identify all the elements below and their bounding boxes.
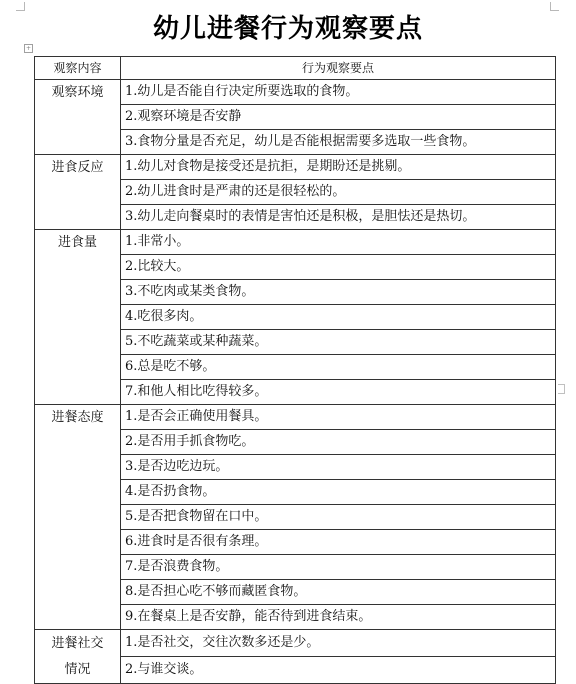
item-cell: 4.吃很多肉。 — [121, 305, 556, 330]
table-move-handle-icon[interactable]: + — [25, 45, 32, 52]
header-cell-content: 观察内容 — [35, 57, 121, 80]
item-cell: 9.在餐桌上是否安静，能否待到进食结束。 — [121, 605, 556, 630]
header-cell-points: 行为观察要点 — [121, 57, 556, 80]
category-cell: 进食反应 — [35, 155, 121, 230]
item-cell: 2.幼儿进食时是严肃的还是很轻松的。 — [121, 180, 556, 205]
item-cell: 1.幼儿是否能自行决定所要选取的食物。 — [121, 80, 556, 105]
item-cell: 8.是否担心吃不够而藏匿食物。 — [121, 580, 556, 605]
item-cell: 1.非常小。 — [121, 230, 556, 255]
item-cell: 3.是否边吃边玩。 — [121, 455, 556, 480]
table-header-row — [35, 57, 556, 80]
item-cell: 7.和他人相比吃得较多。 — [121, 380, 556, 405]
item-cell: 3.食物分量是否充足，幼儿是否能根据需要多选取一些食物。 — [121, 130, 556, 155]
item-cell: 1.是否社交，交往次数多还是少。 — [121, 630, 556, 657]
item-cell: 1.幼儿对食物是接受还是抗拒，是期盼还是挑剔。 — [121, 155, 556, 180]
table-resize-handle-icon[interactable] — [558, 384, 565, 394]
category-label-line1: 进餐社交 — [51, 636, 104, 651]
item-cell: 6.总是吃不够。 — [121, 355, 556, 380]
category-cell — [35, 630, 121, 684]
page-title: 幼儿进餐行为观察要点 — [152, 14, 423, 44]
item-cell: 6.进食时是否很有条理。 — [121, 530, 556, 555]
table-row — [35, 80, 556, 105]
category-label-line2: 情况 — [64, 662, 91, 677]
table-row — [35, 405, 556, 430]
item-cell: 5.不吃蔬菜或某种蔬菜。 — [121, 330, 556, 355]
item-cell: 2.与谁交谈。 — [121, 657, 556, 684]
item-cell: 7.是否浪费食物。 — [121, 555, 556, 580]
item-cell: 2.比较大。 — [121, 255, 556, 280]
table-row — [35, 155, 556, 180]
category-cell: 进餐态度 — [35, 405, 121, 630]
observation-table — [34, 56, 556, 684]
item-cell: 3.幼儿走向餐桌时的表情是害怕还是积极，是胆怯还是热切。 — [121, 205, 556, 230]
item-cell: 5.是否把食物留在口中。 — [121, 505, 556, 530]
category-cell: 进食量 — [35, 230, 121, 405]
table-row — [35, 630, 556, 657]
item-cell: 3.不吃肉或某类食物。 — [121, 280, 556, 305]
category-cell: 观察环境 — [35, 80, 121, 155]
item-cell: 1.是否会正确使用餐具。 — [121, 405, 556, 430]
table-row — [35, 230, 556, 255]
item-cell: 4.是否扔食物。 — [121, 480, 556, 505]
item-cell: 2.是否用手抓食物吃。 — [121, 430, 556, 455]
item-cell: 2.观察环境是否安静 — [121, 105, 556, 130]
